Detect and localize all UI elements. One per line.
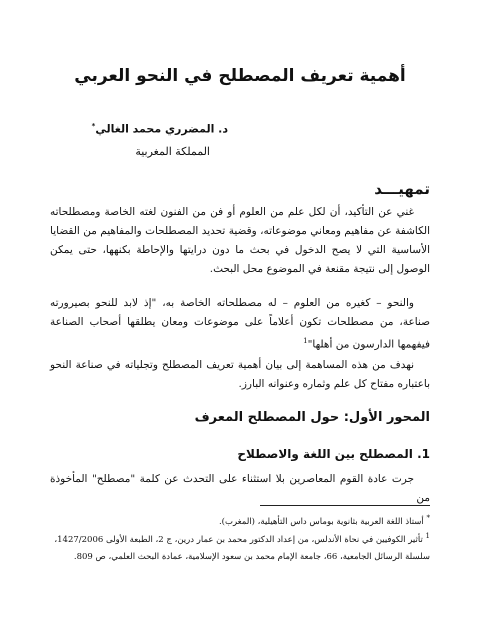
footnote-2 (45, 528, 430, 566)
author-note-marker: * (91, 122, 96, 130)
intro-paragraph-2-text: والنحو – كغيره من العلوم – له مصطلحاته الخاصة به، "إذ لابد للنحو بصيرورته صناعة، من مصطلحات تكون أعلاماً على موضوعات ومعان يطلقها أصحاب الصناعة فيفهمها الدارسون من أهلها" (50, 297, 430, 351)
intro-paragraph-3: نهدف من هذه المساهمة إلى بيان أهمية تعريف المصطلح وتجلياته في صناعة النحو باعتباره مفتاح كل علم وثماره وعنوانه البارز. (50, 359, 430, 390)
footnote-1-text: أستاذ اللغة العربية بثانوية بوماس داس التأهيلية، (المغرب). (218, 516, 424, 527)
article-title: أهمية تعريف المصطلح في النحو العربي (74, 66, 406, 86)
footnote-2-text: تأثير الكوفيين في نحاة الأندلس، من إعداد الدكتور محمد بن عمار درين، ج 2، الطبعة الأولى 1427/2006، سلسلة الرسائل الجامعية، 66، جامعة الإمام محمد بن سعود الإسلامية، عمادة البحث العلمي، ص 809. (54, 534, 430, 562)
intro-heading: تمهيـــد (374, 180, 430, 198)
intro-paragraph-2 (50, 294, 430, 355)
author-name: د. المضرري محمد الغالي (95, 122, 228, 136)
footnote-divider (260, 505, 430, 506)
subsection-heading: 1. المصطلح بين اللغة والاصطلاح (237, 447, 430, 461)
footnote-1-marker: * (426, 514, 430, 522)
author-line (92, 122, 228, 136)
footnote-ref-1: 1 (303, 337, 308, 345)
section-paragraph: جرت عادة القوم المعاصرين بلا استثناء على التحدث عن كلمة "مصطلح" المأخوذة من (50, 473, 430, 504)
footnote-2-marker: 1 (425, 532, 430, 540)
intro-paragraph-1: غني عن التأكيد، أن لكل علم من العلوم أو فن من الفنون لغته الخاصة ومصطلحاته الكاشفة عن مفاهيم ومعاني موضوعاته، وقضية تحديد المصطلحات والمفاهيم من القضايا الأساسية التي لا يصح الدخول في بحث ما دون درايتها والإحاطة بكنهها، حتى يمكن الوصول إلى نتيجة مقنعة في الموضوع محل البحث. (50, 206, 430, 275)
section-heading: المحور الأول: حول المصطلح المعرف (194, 410, 430, 425)
author-affiliation: المملكة المغربية (135, 145, 210, 158)
